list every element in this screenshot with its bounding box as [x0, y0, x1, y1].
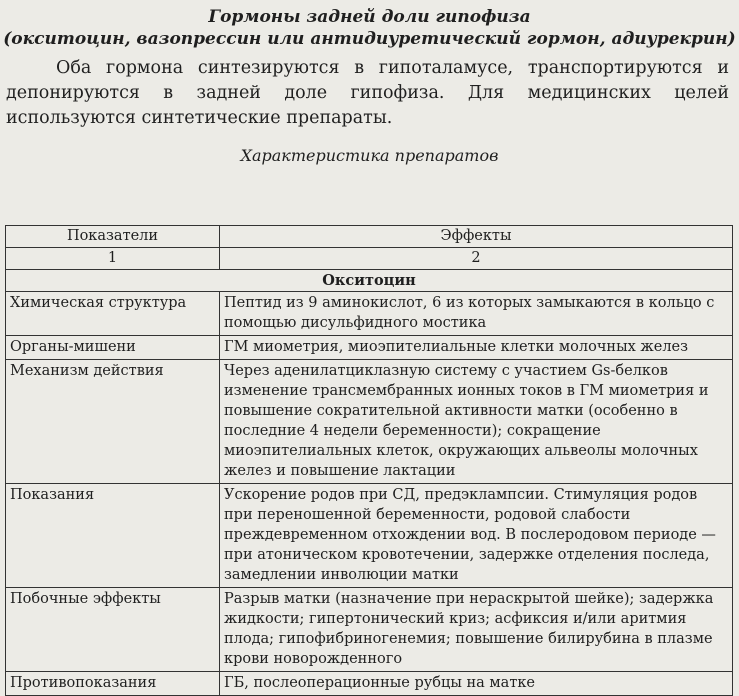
row-value: Пептид из 9 аминокислот, 6 из которых замыкаются в кольцо с помощью дисульфидного мостика: [220, 292, 733, 336]
row-value: ГМ миометрия, миоэпителиальные клетки молочных желез: [220, 336, 733, 360]
intro-paragraph: Оба гормона синтезируются в гипоталамусе, транспортируются и депонируются в задней доле гипофиза. Для медицинских целей используются синтетические препараты.: [6, 58, 729, 128]
column-number-1: 1: [6, 248, 220, 270]
table-row: [6, 588, 733, 672]
section-title: Гормоны задней доли гипофиза: [208, 7, 531, 27]
row-label: Химическая структура: [6, 292, 220, 336]
table-row: [6, 292, 733, 336]
row-value: ГБ, послеоперационные рубцы на матке: [220, 672, 733, 696]
row-value: Ускорение родов при СД, предэклампсии. Стимуляция родов при переношенной беременности, родовой слабости преждевременном отхождении вод. В послеродовом периоде — при атоническом кровотечении, задержке отделения последа, замедлении инволюции матки: [220, 484, 733, 588]
table-caption: Характеристика препаратов: [240, 146, 499, 165]
row-label: Показания: [6, 484, 220, 588]
row-label: Противопоказания: [6, 672, 220, 696]
row-label: Органы-мишени: [6, 336, 220, 360]
row-label: Побочные эффекты: [6, 588, 220, 672]
table-section-row: [6, 270, 733, 292]
row-value: Через аденилатциклазную систему с участием Gs-белков изменение трансмембранных ионных токов в ГМ миометрия и повышение сократительной активности матки (особенно в последние 4 недели беременности); сокращение миоэпителиальных клеток, окружающих альвеолы молочных желез и повышение лактации: [220, 360, 733, 484]
row-value: Разрыв матки (назначение при нераскрытой шейке); задержка жидкости; гипертонический криз; асфиксия и/или аритмия плода; гипофибриногенемия; повышение билирубина в плазме крови новорожденного: [220, 588, 733, 672]
section-oxytocin: Окситоцин: [6, 270, 733, 292]
table-number-row: [6, 248, 733, 270]
table-header-row: [6, 226, 733, 248]
table-row: [6, 336, 733, 360]
characteristics-table: [5, 225, 733, 696]
table-row: [6, 484, 733, 588]
header-effects: Эффекты: [220, 226, 733, 248]
table-row: [6, 672, 733, 696]
row-label: Механизм действия: [6, 360, 220, 484]
header-indicators: Показатели: [6, 226, 220, 248]
section-subtitle: (окситоцин, вазопрессин или антидиуретический гормон, адиурекрин): [3, 29, 736, 49]
column-number-2: 2: [220, 248, 733, 270]
table-row: [6, 360, 733, 484]
